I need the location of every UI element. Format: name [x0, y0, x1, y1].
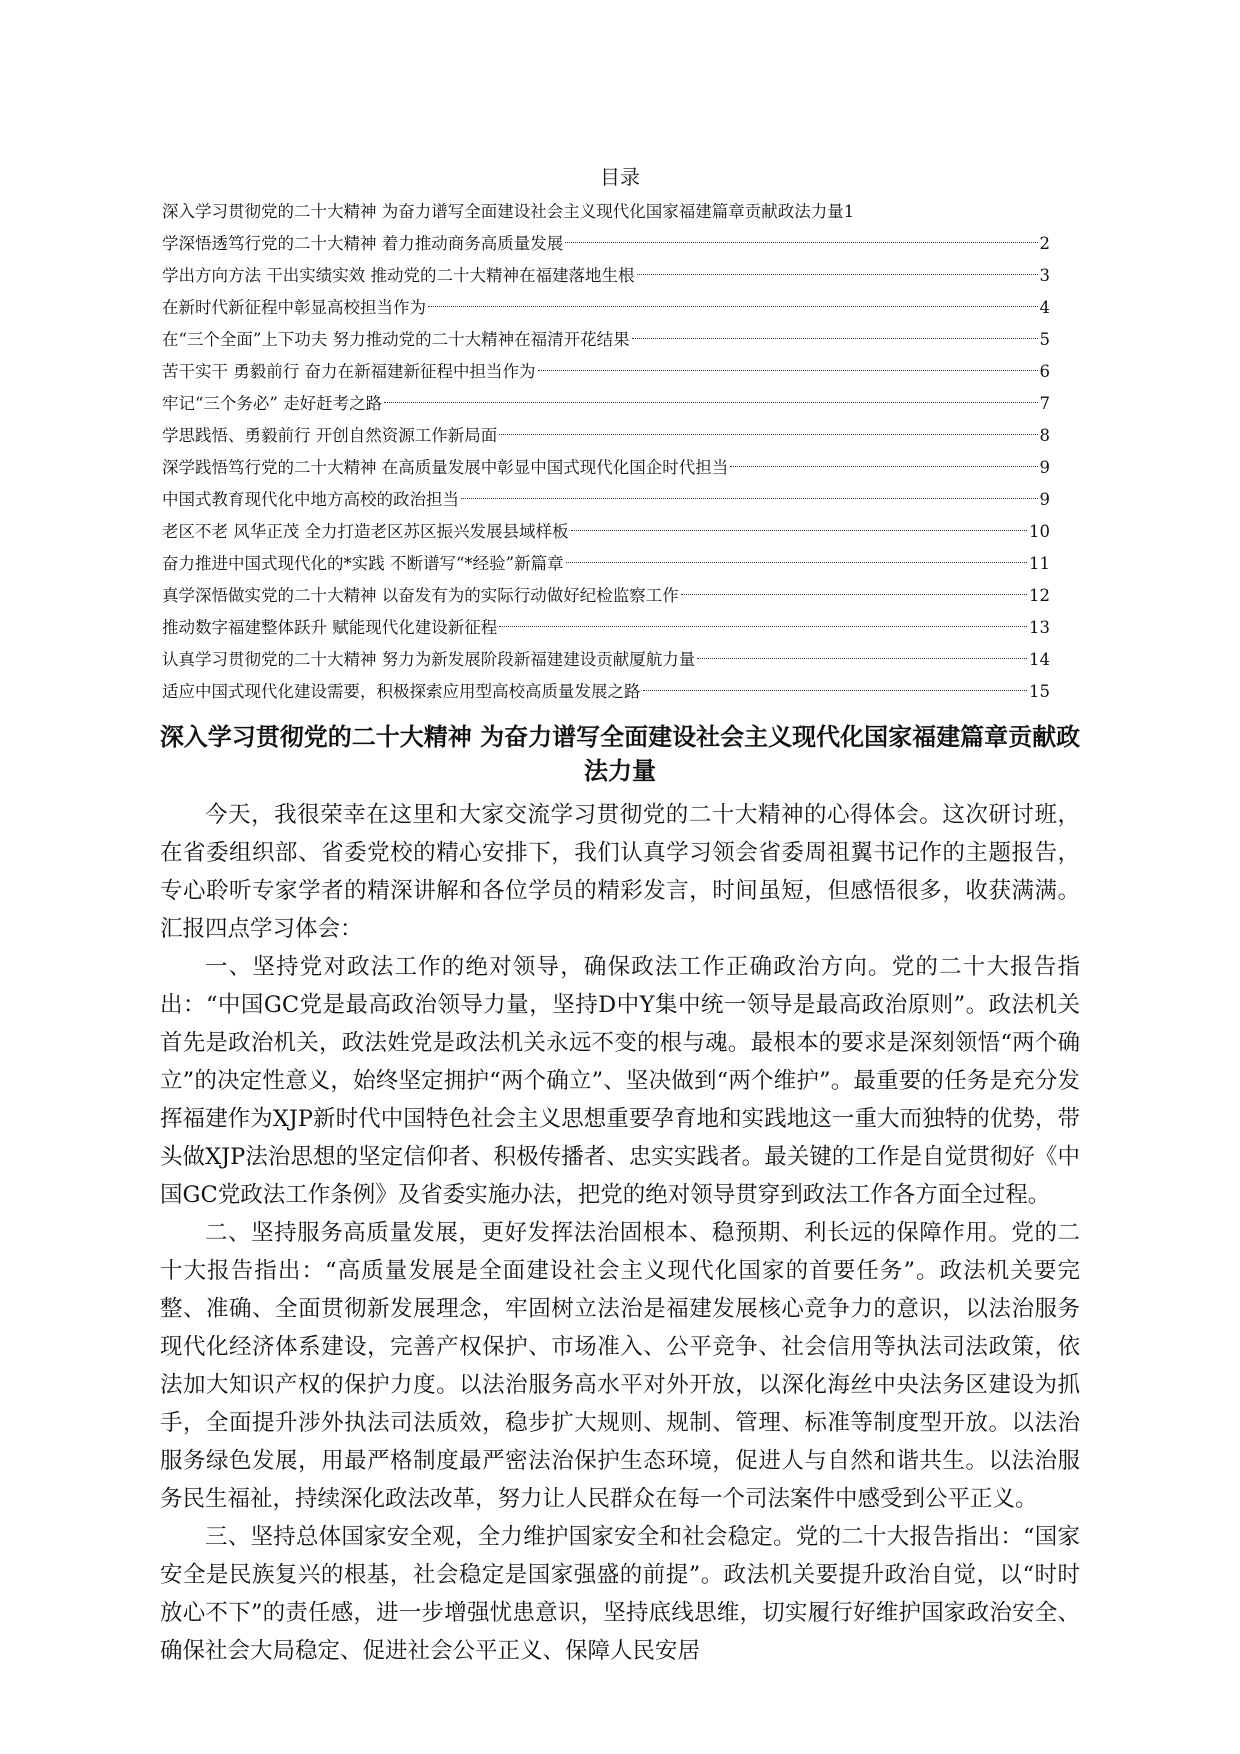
toc-leader-dots: [730, 466, 1037, 467]
toc-entry-page: 7: [1039, 394, 1050, 413]
toc-entry-text: 学思践悟、勇毅前行 开创自然资源工作新局面: [162, 426, 498, 445]
toc-entry[interactable]: [162, 388, 1050, 420]
toc-entry-text: 学出方向方法 干出实绩实效 推动党的二十大精神在福建落地生根: [162, 266, 635, 285]
toc-leader-dots: [566, 562, 1027, 563]
toc-entry[interactable]: [162, 420, 1050, 452]
toc-entry-page: 15: [1029, 682, 1050, 701]
toc-entry[interactable]: [162, 228, 1050, 260]
toc-entry[interactable]: [162, 356, 1050, 388]
article-paragraph: 一、坚持党对政法工作的绝对领导，确保政法工作正确政治方向。党的二十大报告指出：“中国GC党是最高政治领导力量，坚持D中Y集中统一领导是最高政治原则”。政法机关首先是政治机关，政法姓党是政法机关永远不变的根与魂。最根本的要求是深刻领悟“两个确立”的决定性意义，始终坚定拥护“两个确立”、坚决做到“两个维护”。最重要的任务是充分发挥福建作为XJP新时代中国特色社会主义思想重要孕育地和实践地这一重大而独特的优势，带头做XJP法治思想的坚定信仰者、积极传播者、忠实实践者。最关键的工作是自觉贯彻好《中国GC党政法工作条例》及省委实施办法，把党的绝对领导贯穿到政法工作各方面全过程。: [160, 954, 1080, 1208]
toc-entry-page: 3: [1039, 266, 1050, 285]
toc-entry-page: 2: [1039, 234, 1050, 253]
toc-entry[interactable]: [162, 516, 1050, 548]
toc-entry-text: 学深悟透笃行党的二十大精神 着力推动商务高质量发展: [162, 234, 564, 253]
toc-entry-page: 4: [1039, 298, 1050, 317]
toc-entry-text: 真学深悟做实党的二十大精神 以奋发有为的实际行动做好纪检监察工作: [162, 586, 679, 605]
toc-entry-page: 13: [1029, 618, 1050, 637]
toc-leader-dots: [538, 370, 1038, 371]
toc-entry[interactable]: [162, 676, 1050, 708]
toc-entry-text: 老区不老 风华正茂 全力打造老区苏区振兴发展县域样板: [162, 522, 569, 541]
toc-entry[interactable]: [162, 644, 1050, 676]
toc-entry[interactable]: [162, 612, 1050, 644]
toc-entry[interactable]: [162, 196, 1050, 228]
toc-entry[interactable]: [162, 260, 1050, 292]
toc-entry[interactable]: [162, 484, 1050, 516]
article-paragraph: 三、坚持总体国家安全观，全力维护国家安全和社会稳定。党的二十大报告指出：“国家安全是民族复兴的根基，社会稳定是国家强盛的前提”。政法机关要提升政治自觉，以“时时放心不下”的责任感，进一步增强忧患意识，坚持底线思维，切实履行好维护国家政治安全、确保社会大局稳定、促进社会公平正义、保障人民安居: [160, 1524, 1080, 1664]
toc-entry[interactable]: [162, 292, 1050, 324]
toc-leader-dots: [428, 306, 1038, 307]
toc-leader-dots: [384, 402, 1037, 403]
toc-entry[interactable]: [162, 548, 1050, 580]
toc-entry-text: 奋力推进中国式现代化的*实践 不断谱写“*经验”新篇章: [162, 554, 564, 573]
toc-entry-text: 深学践悟笃行党的二十大精神 在高质量发展中彰显中国式现代化国企时代担当: [162, 458, 729, 477]
toc-entry-page: 14: [1029, 650, 1050, 669]
article-paragraph: 今天，我很荣幸在这里和大家交流学习贯彻党的二十大精神的心得体会。这次研讨班，在省委组织部、省委党校的精心安排下，我们认真学习领会省委周祖翼书记作的主题报告，专心聆听专家学者的精深讲解和各位学员的精彩发言，时间虽短，但感悟很多，收获满满。汇报四点学习体会：: [160, 802, 1080, 942]
toc-leader-dots: [637, 274, 1038, 275]
toc-leader-dots: [643, 690, 1028, 691]
article-title: 深入学习贯彻党的二十大精神 为奋力谱写全面建设社会主义现代化国家福建篇章贡献政法力量: [159, 723, 1081, 785]
article-paragraph: 二、坚持服务高质量发展，更好发挥法治固根本、稳预期、利长远的保障作用。党的二十大报告指出：“高质量发展是全面建设社会主义现代化国家的首要任务”。政法机关要完整、准确、全面贯彻新发展理念，牢固树立法治是福建发展核心竞争力的意识，以法治服务现代化经济体系建设，完善产权保护、市场准入、公平竞争、社会信用等执法司法政策，依法加大知识产权的保护力度。以法治服务高水平对外开放，以深化海丝中央法务区建设为抓手，全面提升涉外执法司法质效，稳步扩大规则、规制、管理、标准等制度型开放。以法治服务绿色发展，用最严格制度最严密法治保护生态环境，促进人与自然和谐共生。以法治服务民生福祉，持续深化政法改革，努力让人民群众在每一个司法案件中感受到公平正义。: [160, 1220, 1080, 1512]
toc-leader-dots: [499, 626, 1027, 627]
toc-leader-dots: [499, 434, 1037, 435]
toc-entry-text: 在“三个全面”上下功夫 努力推动党的二十大精神在福清开花结果: [162, 330, 630, 349]
toc-entry-page: 6: [1039, 362, 1050, 381]
toc-entry-page: 12: [1029, 586, 1050, 605]
toc-entry-text: 推动数字福建整体跃升 赋能现代化建设新征程: [162, 618, 498, 637]
toc-entry-page: 10: [1029, 522, 1050, 541]
toc-entry-text: 牢记“三个务必” 走好赶考之路: [162, 394, 383, 413]
toc-leader-dots: [697, 658, 1027, 659]
toc-entry-text: 适应中国式现代化建设需要，积极探索应用型高校高质量发展之路: [162, 682, 641, 701]
toc-leader-dots: [571, 530, 1028, 531]
table-of-contents: [162, 196, 1050, 708]
toc-entry-text: 中国式教育现代化中地方高校的政治担当: [162, 490, 459, 509]
toc-entry-text: 苦干实干 勇毅前行 奋力在新福建新征程中担当作为: [162, 362, 536, 381]
toc-title: 目录: [600, 165, 640, 189]
toc-entry-page: 9: [1039, 490, 1050, 509]
toc-leader-dots: [681, 594, 1027, 595]
toc-entry[interactable]: [162, 324, 1050, 356]
toc-entry[interactable]: [162, 452, 1050, 484]
toc-entry-page: 1: [843, 202, 855, 221]
toc-entry-text: 在新时代新征程中彰显高校担当作为: [162, 298, 426, 317]
toc-entry-text: 认真学习贯彻党的二十大精神 努力为新发展阶段新福建建设贡献厦航力量: [162, 650, 696, 669]
toc-entry-page: 5: [1039, 330, 1050, 349]
toc-leader-dots: [565, 242, 1037, 243]
toc-leader-dots: [632, 338, 1038, 339]
toc-entry-page: 8: [1039, 426, 1050, 445]
toc-leader-dots: [461, 498, 1038, 499]
toc-entry-text: 深入学习贯彻党的二十大精神 为奋力谱写全面建设社会主义现代化国家福建篇章贡献政法力量: [162, 202, 844, 221]
toc-entry-page: 9: [1039, 458, 1050, 477]
toc-entry-page: 11: [1029, 554, 1050, 573]
article-body: [160, 796, 1080, 1670]
toc-entry[interactable]: [162, 580, 1050, 612]
